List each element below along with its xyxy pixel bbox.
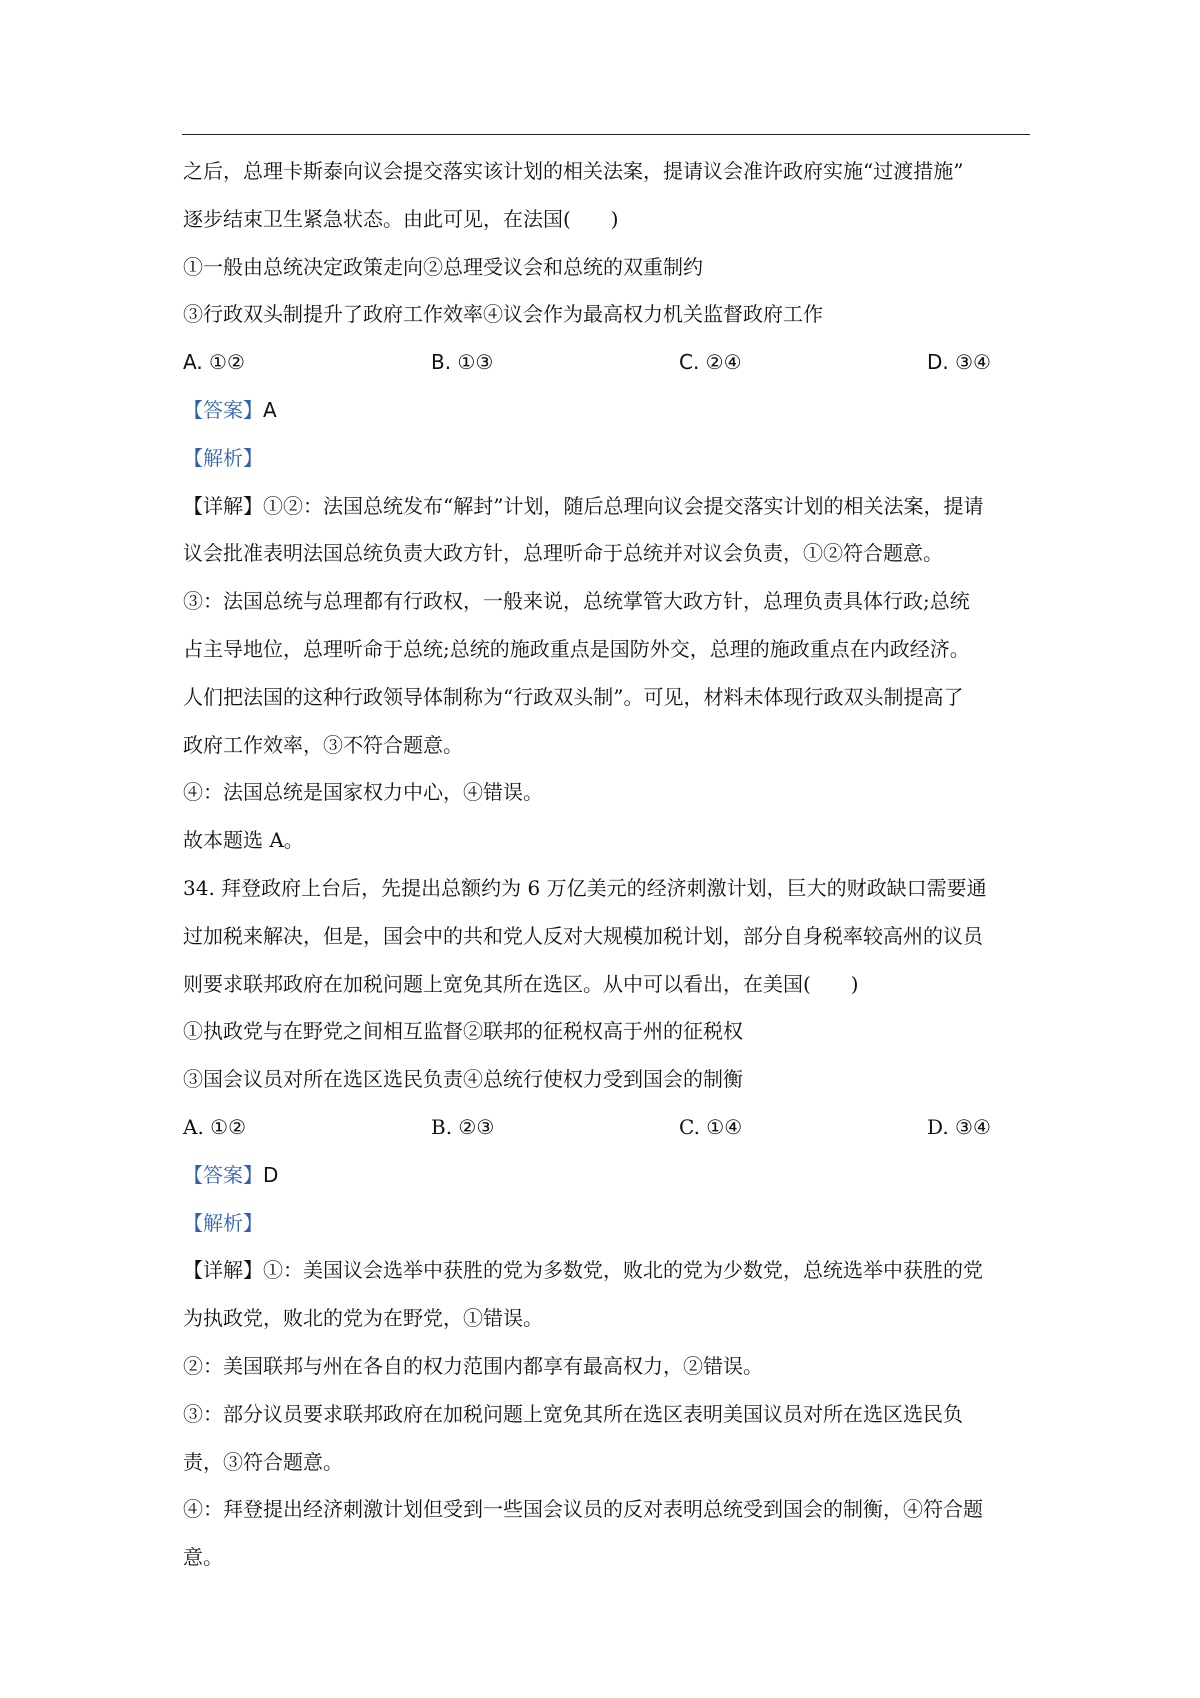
header-rule bbox=[182, 134, 1030, 135]
q33-stem-line: 之后，总理卡斯泰向议会提交落实该计划的相关法案，提请议会准许政府实施“过渡措施” bbox=[183, 159, 964, 183]
q34-choice-a: A. ①② bbox=[183, 1114, 247, 1139]
q33-detail-line: 【详解】①②：法国总统发布“解封”计划，随后总理向议会提交落实计划的相关法案，提请 bbox=[183, 493, 984, 518]
q34-detail-line: ③：部分议员要求联邦政府在加税问题上宽免其所在选区表明美国议员对所在选区选民负 bbox=[183, 1401, 963, 1426]
q33-stem-line: 逐步结束卫生紧急状态。由此可见，在法国( ) bbox=[183, 206, 619, 231]
q33-detail-line: 故本题选 A。 bbox=[183, 828, 304, 853]
q33-detail-line: 政府工作效率，③不符合题意。 bbox=[183, 732, 463, 757]
q34-stem-line: 则要求联邦政府在加税问题上宽免其所在选区。从中可以看出，在美国( ) bbox=[183, 971, 859, 996]
q33-choice-d: D. ③④ bbox=[927, 350, 991, 375]
q33-detail-line: 占主导地位，总理听命于总统;总统的施政重点是国防外交，总理的施政重点在内政经济。 bbox=[183, 636, 970, 661]
q33-choices bbox=[183, 339, 1029, 387]
q34-choice-b: B. ②③ bbox=[431, 1114, 495, 1139]
q33-choice-b: B. ①③ bbox=[431, 350, 494, 375]
answer-label: 【答案】 bbox=[183, 1162, 263, 1187]
q34-detail-line: 【详解】①：美国议会选举中获胜的党为多数党，败北的党为少数党，总统选举中获胜的党 bbox=[183, 1258, 983, 1283]
q33-statement: ③行政双头制提升了政府工作效率④议会作为最高权力机关监督政府工作 bbox=[183, 302, 823, 327]
q34-statement: ③国会议员对所在选区选民负责④总统行使权力受到国会的制衡 bbox=[183, 1067, 743, 1092]
q33-detail-line: ③：法国总统与总理都有行政权，一般来说，总统掌管大政方针，总理负责具体行政;总统 bbox=[183, 589, 970, 614]
answer-value: A bbox=[263, 397, 277, 422]
q33-choice-c: C. ②④ bbox=[679, 350, 742, 375]
q34-statement: ①执政党与在野党之间相互监督②联邦的征税权高于州的征税权 bbox=[183, 1019, 743, 1044]
answer-value: D bbox=[263, 1162, 279, 1187]
q34-detail-line: 责，③符合题意。 bbox=[183, 1449, 343, 1474]
q34-stem-line: 过加税来解决，但是，国会中的共和党人反对大规模加税计划，部分自身税率较高州的议员 bbox=[183, 923, 983, 948]
q34-analysis-label: 【解析】 bbox=[183, 1210, 263, 1235]
q34-answer bbox=[183, 1152, 1029, 1200]
q34-detail-line: ②：美国联邦与州在各自的权力范围内都享有最高权力，②错误。 bbox=[183, 1353, 763, 1378]
document-page bbox=[183, 148, 1029, 1582]
q34-stem-line: 34. 拜登政府上台后，先提出总额约为 6 万亿美元的经济刺激计划，巨大的财政缺口需要通 bbox=[183, 875, 987, 900]
q34-choices bbox=[183, 1104, 1029, 1152]
q33-detail-line: 议会批准表明法国总统负责大政方针，总理听命于总统并对议会负责，①②符合题意。 bbox=[183, 541, 943, 566]
q33-detail-line: 人们把法国的这种行政领导体制称为“行政双头制”。可见，材料未体现行政双头制提高了 bbox=[183, 684, 964, 709]
q33-detail-line: ④：法国总统是国家权力中心，④错误。 bbox=[183, 780, 543, 805]
q34-choice-d: D. ③④ bbox=[927, 1114, 991, 1139]
q34-detail-line: ④：拜登提出经济刺激计划但受到一些国会议员的反对表明总统受到国会的制衡，④符合题 bbox=[183, 1497, 983, 1522]
q33-answer bbox=[183, 387, 1029, 435]
q33-analysis-label: 【解析】 bbox=[183, 445, 263, 470]
q34-detail-line: 为执政党，败北的党为在野党，①错误。 bbox=[183, 1306, 543, 1331]
q34-choice-c: C. ①④ bbox=[679, 1114, 743, 1139]
q33-statement: ①一般由总统决定政策走向②总理受议会和总统的双重制约 bbox=[183, 254, 703, 279]
q34-detail-line: 意。 bbox=[183, 1545, 223, 1570]
q33-choice-a: A. ①② bbox=[183, 350, 245, 375]
answer-label: 【答案】 bbox=[183, 397, 263, 422]
